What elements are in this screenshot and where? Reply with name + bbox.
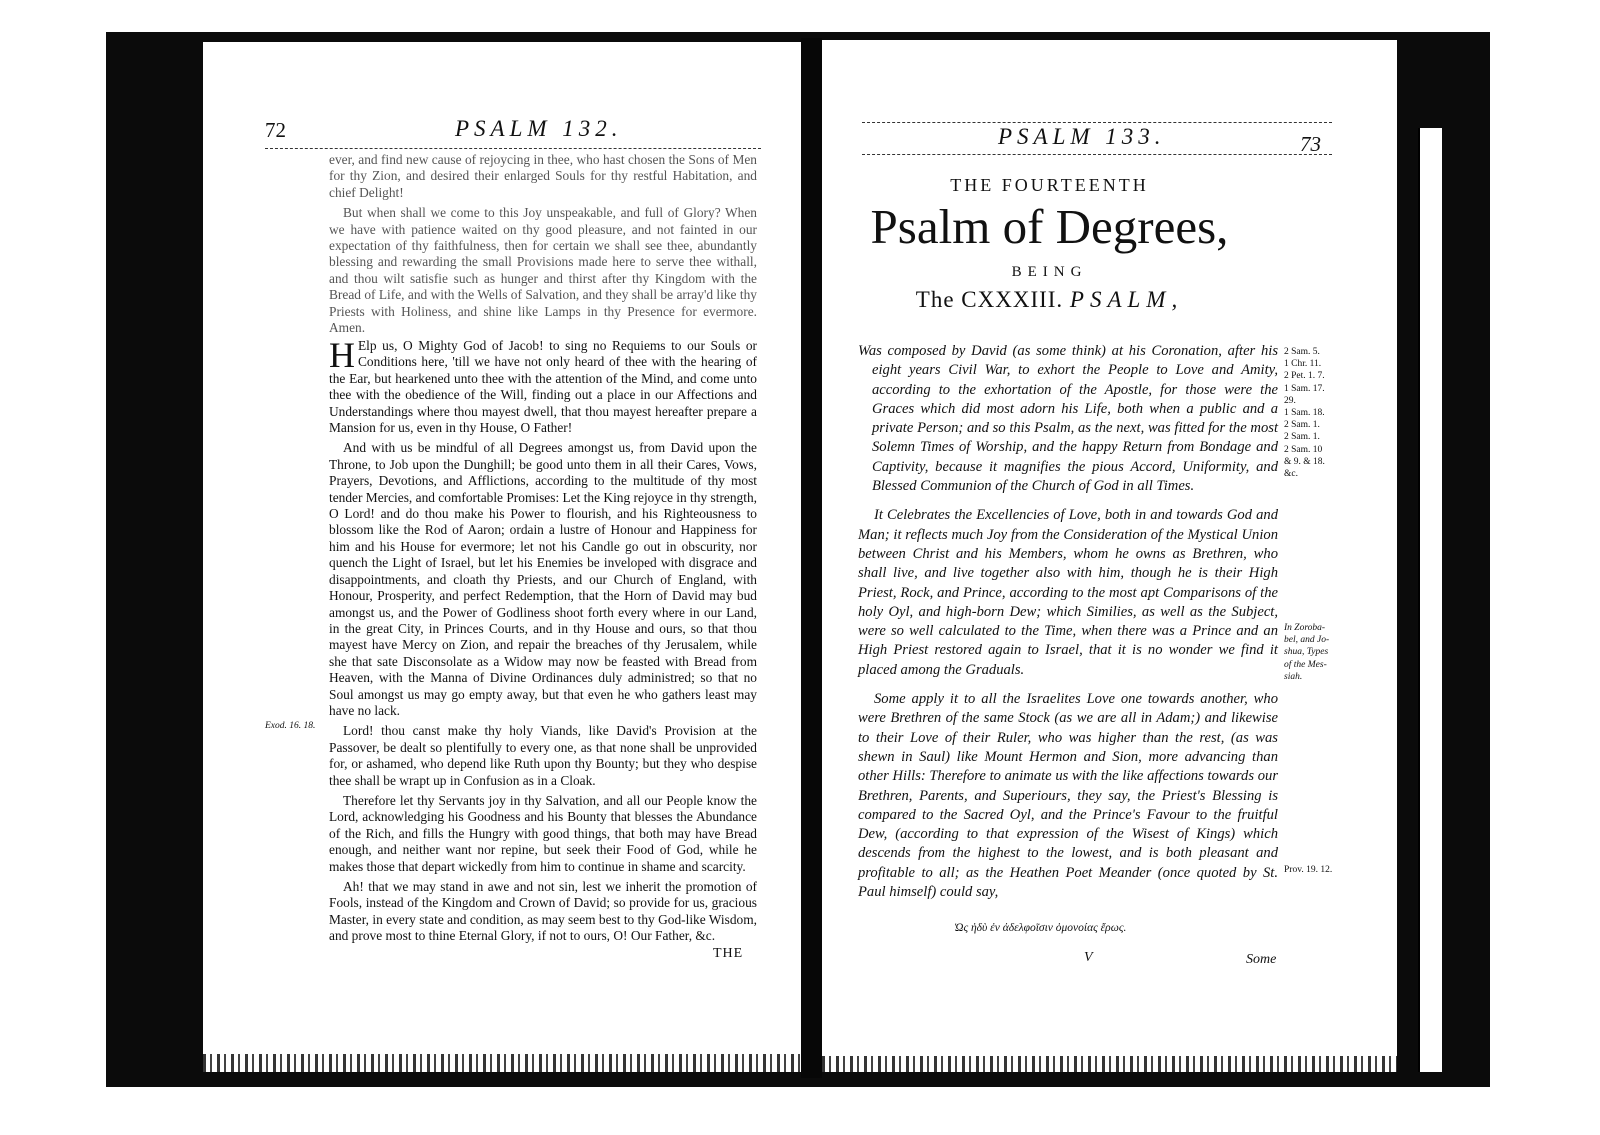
right-head-rule-bottom [862,154,1332,156]
right-running-head: PSALM 133. [998,124,1166,149]
fore-edge-strip [1418,128,1442,1072]
book-gutter [801,38,822,1078]
right-catchword: Some [1246,952,1277,967]
left-head-rule [265,148,761,150]
left-prayer-text [329,335,758,949]
intro-paragraph: Was composed by David (as some think) at his Coronation, after his eight years Civil War, to exhort the People to Love and Amity, according to the exhortation of the Apostle, for those were the Graces which did most adorn his Life, both when a public and a private Person; and so this Psalm, as the next, was fitted for the most Solemn Times of Worship, and the happy Return from Bondage and Captivity, because it magnifies the pious Accord, Uniformity, and Blessed Communion of the Church of God in all Times. [858,343,1278,495]
signature-mark: V [1084,950,1093,965]
second-paragraph: It Celebrates the Excellencies of Love, both in and towards God and Man; it reflects much Joy from the Consideration of the Mystical Union between Christ and his Members, whom he owns as Brethren, who shall live, and live together also with him, though he is their High Priest, Rock, and Prince, according to the most apt Comparisons of the holy Oyl, and high-born Dew; which Similies, as well as the Subject, were so well calculated to the Time, when there was a Prince and an High Priest restored again to Israel, that it is no wonder we find it placed among the Graduals. [858,507,1278,678]
right-page [822,40,1397,1072]
right-body-text [858,342,1278,912]
prayer-paragraph-5: Ah! that we may stand in awe and not sin, lest we inherit the promotion of Fools, instead of the Kingdom and Crown of David; so provide for us, gracious Master, in every state and condition, as may seem best to thy God-like Wisdom, and prove most to thine Eternal Glory, if not to ours, O! Our Father, &c. [329,879,757,944]
third-paragraph: Some apply it to all the Israelites Love one towards another, who were Brethren of the same Stock (as we are all in Adam;) and likewise to their Love of their Ruler, who was higher than the rest, (as was shewn in Saul) like Mount Hermon and Sion, more advancing than other Hills: Therefore to animate us with the like affections towards our Brethren, Parents, and Superiours, they say, the Priest's Blessing is compared to the Sacred Oyl, and the Prince's Favour to the fruitful Dew, (according to that expression of the Wisest of Kings) which descends from the highest to the lowest, and is both pleasant and profitable to all; as the Heathen Poet Meander (once quoted by St. Paul himself) could say, [858,691,1278,901]
left-page-edge [203,1054,801,1072]
continued-paragraph-1: ever, and find new cause of rejoycing in thee, who hast chosen the Sons of Men for thy Zion, and desired their enlarged Souls for thy restful Habitation, and chief Delight! [329,152,757,200]
drop-cap: H [329,335,355,375]
right-margin-notes-1: 2 Sam. 5. 1 Chr. 11. 2 Pet. 1. 7. 1 Sam. 17. 29. 1 Sam. 18. 2 Sam. 1. 2 Sam. 1. 2 Sam. 10 & 9. & 18. &c. [1284,347,1325,480]
being-label: BEING [1011,264,1088,280]
left-page [203,42,801,1072]
left-running-head: PSALM 132. [455,116,623,141]
left-continued-text [329,152,757,340]
section-title: Psalm of Degrees, [870,199,1229,254]
psalm-number-line: The CXXXIII. PSALM, [915,287,1184,312]
prayer-paragraph-3: Lord! thou canst make thy holy Viands, like David's Provision at the Passover, be dealt so plentifully to every one, as that none shall be unprovided for, or ashamed, who depend like Ruth upon thy Bounty; but they who despise thee shall be wrapt up in Confusion as in a Cloak. [329,723,757,788]
right-head-rule-top [862,122,1332,124]
right-page-edge [822,1056,1397,1072]
prayer-paragraph-4: Therefore let thy Servants joy in thy Salvation, and all our People know the Lord, acknowledging his Goodness and his Bounty that blesses the Abundance of the Rich, and fills the Hungry with good things, that both may have Bread enough, and neither want nor repine, but seek their Food of God, while he makes those that depart wickedly from him to continue in shame and scarcity. [329,792,757,874]
right-margin-note-3: Prov. 19. 12. [1284,865,1333,875]
right-page-number: 73 [1300,132,1321,156]
left-catchword: THE [713,946,744,961]
left-margin-note: Exod. 16. 18. [265,721,316,731]
section-kicker: THE FOURTEENTH [950,175,1149,195]
right-margin-notes-2: In Zoroba- bel, and Jo- shua, Types of the Mes- siah. [1284,623,1330,682]
continued-paragraph-2: But when shall we come to this Joy unspeakable, and full of Glory? When we have with patience waited on thy good pleasure, and not fainted in our expectation of thy faithfulness, then for certain we shall see thee, abundantly blessing and rewarding the small Provisions made here to serve thee withall, and thou wilt satisfie such as hunger and thirst after thy Kingdom with the Bread of Life, and with the Wells of Salvation, and they shall be array'd like thy Priests with Holiness, and shine like Lamps in thy Presence for evermore. Amen. [329,205,757,336]
left-page-number: 72 [265,118,286,142]
greek-quote: Ὡς ἡδὺ ἐν ἀδελφοῖσιν ὁμονοίας ἔρως. [954,922,1127,934]
prayer-paragraph-2: And with us be mindful of all Degrees amongst us, from David upon the Throne, to Job upon the Dunghill; be good unto them in all their Cares, Vows, Prayers, Devotions, and Afflictions, according to the multitude of thy most tender Mercies, and comfortable Promises: Let the King rejoyce in thy strength, O Lord! and do thou make his Power to flourish, and his Righteousness to blossom like the Rod of Aaron; ordain a lustre of Honour and Happiness for him and his House for evermore; let not his Candle go out in obscurity, nor quench the Light of Israel, but let his Enemies be inveloped with disgrace and disappointments, and cloath thy Priests, and our Church of England, with Honour, Prosperity, and perfect Redemption, that the Horn of David may bud amongst us, and the Power of Godliness shoot forth every where in our Land, in the great City, in Princes Courts, and in thy House and ours, so that thou mayest have Mercy on Zion, and repair the breaches of thy Jerusalem, while she that sate Disconsolate as a Widow may now be feasted with Bread from Heaven, with the Manna of Divine Ordinances duly administred; so that no Soul amongst us may go empty away, but that even he who gathers least may have no lack. [329,440,758,718]
prayer-paragraph-1: H Elp us, O Mighty God of Jacob! to sing no Requiems to our Souls or Conditions here, 'till we have not only heard of thee with the hearing of the Ear, but hearkened unto thee with the attention of the Mind, and come unto thee with the obedience of the Will, finding out a place in our Affections and Understandings where thou mayest dwell, that thou mayest hereafter prepare a Mansion for us, even in thy House, O Father! [329,335,757,436]
